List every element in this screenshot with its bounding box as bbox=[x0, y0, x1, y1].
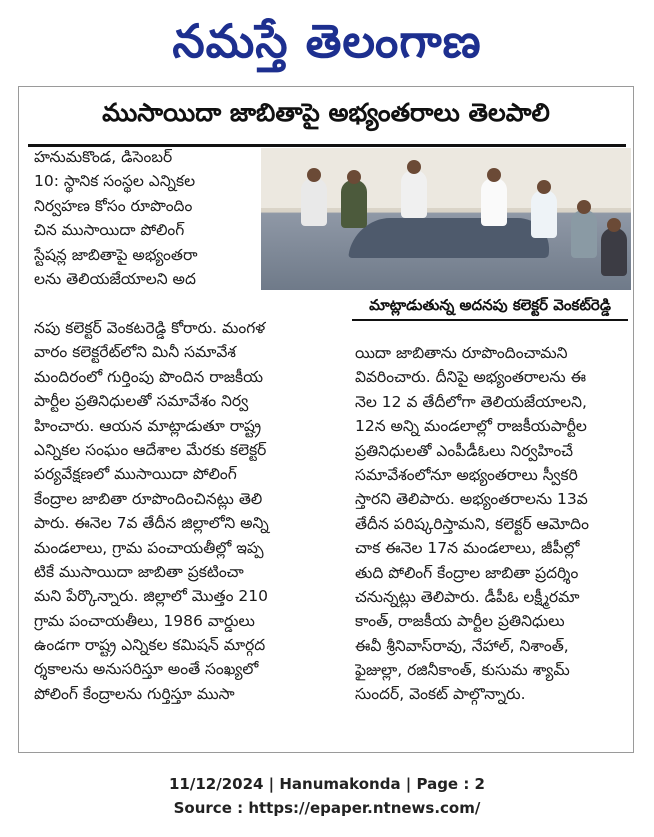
meeting-photo bbox=[261, 148, 631, 290]
article-column-left-top bbox=[34, 145, 256, 291]
article-line: 12న అన్ని మండలాల్లో రాజకీయపార్టీల bbox=[355, 417, 587, 436]
footer-source-line: Source : https://epaper.ntnews.com/ bbox=[173, 799, 481, 817]
article-headline: ముసాయిదా జాబితాపై అభ్యంతరాలు తెలపాలి bbox=[102, 98, 550, 127]
article-line: తుది పోలింగ్ కేంద్రాల జాబితా ప్రదర్శిం bbox=[355, 563, 579, 582]
article-line: పర్యవేక్షణలో ముసాయిదా పోలింగ్ bbox=[34, 465, 237, 484]
photo-conference-table bbox=[348, 218, 554, 258]
photo-head bbox=[487, 168, 501, 182]
article-line: చనున్నట్లు తెలిపారు. డీపీఓ లక్ష్మీరమా bbox=[355, 587, 580, 606]
photo-head bbox=[307, 168, 321, 182]
article-line: ఫైజుల్లా, రజినీకాంత్, కుసుమ శ్యామ్ bbox=[355, 661, 570, 680]
article-line: పార్టీల ప్రతినిధులతో సమావేశం నిర్వ bbox=[34, 392, 249, 411]
article-line: స్తారని తెలిపారు. అభ్యంతరాలను 13వ bbox=[355, 490, 588, 509]
article-line: ఈవీ శ్రీనివాస్‌రావు, నేహాల్, నిశాంత్, bbox=[355, 636, 569, 655]
article-line: వివరించారు. దీనిపై అభ్యంతరాలను ఈ bbox=[355, 368, 586, 387]
photo-head bbox=[577, 200, 591, 214]
article-line: కేంద్రాల జాబితా రూపొందించినట్లు తెలి bbox=[34, 489, 263, 508]
article-line: టికే ముసాయిదా జాబితా ప్రకటించా bbox=[34, 562, 244, 581]
photo-person bbox=[601, 228, 627, 276]
article-line: ప్రతినిధులతో ఎంపీడీఓలు నిర్వహించే bbox=[355, 441, 574, 460]
article-line: మని పేర్కొన్నారు. జిల్లాలో మొత్తం 210 bbox=[34, 587, 268, 606]
article-line: లను తెలియజేయాలని అద bbox=[34, 269, 196, 288]
article-line: గ్రామ పంచాయతీలు, 1986 వార్డులు bbox=[34, 611, 255, 630]
article-line: నెల 12 వ తేదీలోగా తెలియజేయాలని, bbox=[355, 392, 587, 411]
article-line: చాక ఈనెల 17న మండలాలు, జీపీల్లో bbox=[355, 539, 580, 558]
photo-person bbox=[481, 178, 507, 226]
photo-head bbox=[347, 170, 361, 184]
article-line: సమావేశంలోనూ అభ్యంతరాలు స్వీకరి bbox=[355, 465, 578, 484]
photo-head bbox=[537, 180, 551, 194]
article-line: ఎన్నికల సంఘం ఆదేశాల మేరకు కలెక్టర్ bbox=[34, 440, 267, 459]
article-column-right bbox=[355, 341, 625, 707]
photo-person bbox=[571, 210, 597, 258]
article-line: హించారు. ఆయన మాట్లాడుతూ రాష్ట్ర bbox=[34, 416, 262, 435]
article-line: యిదా జాబితాను రూపొందించామని bbox=[355, 344, 568, 362]
photo-caption: మాట్లాడుతున్న అదనపు కలెక్టర్ వెంకట్‌రెడ్డి bbox=[352, 291, 628, 321]
article-line: 10: స్థానిక సంస్థల ఎన్నికల bbox=[34, 172, 196, 191]
newspaper-masthead bbox=[0, 0, 654, 86]
article-line: నపు కలెక్టర్ వెంకటరెడ్డి కోరారు. మంగళ bbox=[34, 319, 266, 337]
photo-head bbox=[607, 218, 621, 232]
footer-date-line: 11/12/2024 | Hanumakonda | Page : 2 bbox=[168, 775, 485, 793]
article-line: తేదీన పరిష్కరిస్తామని, కలెక్టర్ ఆమోదిం bbox=[355, 514, 589, 533]
masthead-title: నమస్తే తెలంగాణ bbox=[172, 14, 482, 68]
photo-person bbox=[301, 178, 327, 226]
article-line: హనుమకొండ, డిసెంబర్ bbox=[34, 148, 173, 166]
article-line: వారం కలెక్టరేట్‌లోని మినీ సమావేశ bbox=[34, 343, 236, 362]
article-line: ర్శకాలను అనుసరిస్తూ అంతే సంఖ్యలో bbox=[34, 660, 259, 679]
article-line: సుందర్, వెంకట్ పాల్గొన్నారు. bbox=[355, 685, 526, 704]
article-line: మండలాలు, గ్రామ పంచాయతీల్లో ఇప్ప bbox=[34, 538, 264, 557]
article-line: పారు. ఈనెల 7వ తేదీన జిల్లాలోని అన్ని bbox=[34, 514, 269, 533]
article-line: నిర్వహణ కోసం రూపొందిం bbox=[34, 196, 193, 215]
photo-head bbox=[407, 160, 421, 174]
photo-person bbox=[341, 180, 367, 228]
article-line: చిన ముసాయిదా పోలింగ్ bbox=[34, 221, 185, 240]
article-line: స్టేషన్ల జాబితాపై అభ్యంతరా bbox=[34, 245, 198, 264]
article-line: మందిరంలో గుర్తింపు పొందిన రాజకీయ bbox=[34, 367, 264, 386]
article-line: ఉండగా రాష్ట్ర ఎన్నికల కమిషన్ మార్గద bbox=[34, 636, 266, 655]
photo-person bbox=[531, 190, 557, 238]
article-column-left bbox=[34, 316, 354, 706]
article-line: పోలింగ్ కేంద్రాలను గుర్తిస్తూ ముసా bbox=[34, 684, 235, 703]
photo-person bbox=[401, 170, 427, 218]
page-footer bbox=[0, 772, 654, 820]
article-line: కాంత్, రాజకీయ పార్టీల ప్రతినిధులు bbox=[355, 612, 565, 631]
